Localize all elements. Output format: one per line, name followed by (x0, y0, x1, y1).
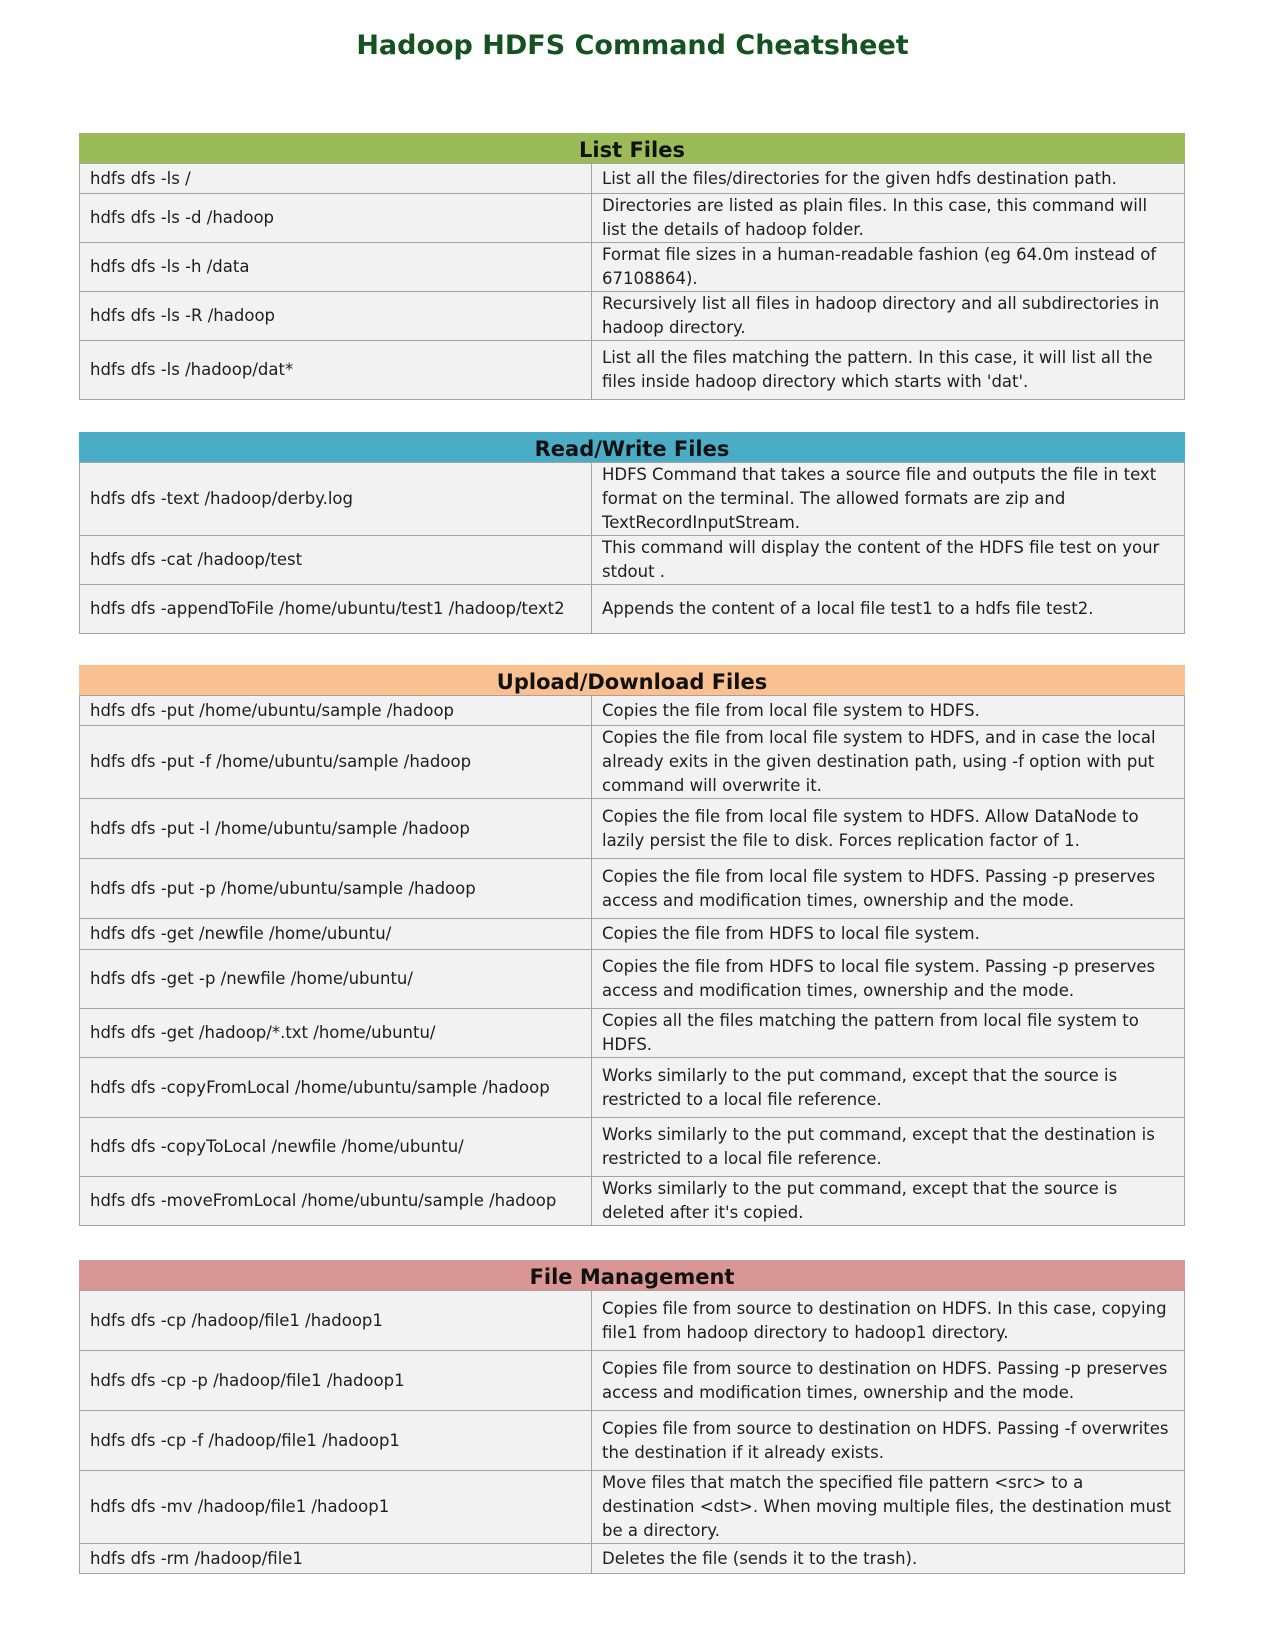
description-cell: Directories are listed as plain files. In this case, this command will list the details of hadoop folder. (592, 194, 1185, 243)
command-table (79, 695, 1185, 1226)
description-cell: List all the files/directories for the given hdfs destination path. (592, 164, 1185, 194)
description-cell: Move files that match the specified file pattern <src> to a destination <dst>. When moving multiple files, the destination must be a directory. (592, 1471, 1185, 1544)
page-title: Hadoop HDFS Command Cheatsheet (356, 30, 909, 61)
table-row (80, 859, 1185, 919)
table-row (80, 1351, 1185, 1411)
table-row (80, 950, 1185, 1009)
section-header: File Management (79, 1260, 1185, 1290)
command-table (79, 462, 1185, 634)
command-cell: hdfs dfs -ls -h /data (80, 243, 592, 292)
description-cell: Copies the file from HDFS to local file system. Passing -p preserves access and modification times, ownership and the mode. (592, 950, 1185, 1009)
command-cell: hdfs dfs -put -p /home/ubuntu/sample /hadoop (80, 859, 592, 919)
description-cell: Copies all the files matching the pattern from local file system to HDFS. (592, 1009, 1185, 1058)
description-cell: Appends the content of a local file test1 to a hdfs file test2. (592, 585, 1185, 634)
description-cell: Works similarly to the put command, except that the source is deleted after it's copied. (592, 1177, 1185, 1226)
command-cell: hdfs dfs -get /newfile /home/ubuntu/ (80, 919, 592, 950)
description-cell: Copies the file from local file system to HDFS. (592, 696, 1185, 726)
command-cell: hdfs dfs -mv /hadoop/file1 /hadoop1 (80, 1471, 592, 1544)
table-row (80, 1291, 1185, 1351)
command-cell: hdfs dfs -copyFromLocal /home/ubuntu/sample /hadoop (80, 1058, 592, 1118)
description-cell: Recursively list all files in hadoop directory and all subdirectories in hadoop directory. (592, 292, 1185, 341)
command-cell: hdfs dfs -get /hadoop/*.txt /home/ubuntu/ (80, 1009, 592, 1058)
description-cell: Copies the file from HDFS to local file system. (592, 919, 1185, 950)
command-cell: hdfs dfs -ls -R /hadoop (80, 292, 592, 341)
table-row (80, 726, 1185, 799)
description-cell: Copies file from source to destination on HDFS. Passing -f overwrites the destination if it already exists. (592, 1411, 1185, 1471)
command-cell: hdfs dfs -cat /hadoop/test (80, 536, 592, 585)
table-row (80, 463, 1185, 536)
table-row (80, 799, 1185, 859)
command-cell: hdfs dfs -cp /hadoop/file1 /hadoop1 (80, 1291, 592, 1351)
section-list-files (79, 133, 1185, 400)
description-cell: Copies the file from local file system to HDFS. Allow DataNode to lazily persist the file to disk. Forces replication factor of 1. (592, 799, 1185, 859)
table-row (80, 341, 1185, 400)
command-cell: hdfs dfs -get -p /newfile /home/ubuntu/ (80, 950, 592, 1009)
table-row (80, 243, 1185, 292)
table-row (80, 194, 1185, 243)
table-row (80, 919, 1185, 950)
section-header: List Files (79, 133, 1185, 163)
table-row (80, 1544, 1185, 1574)
command-cell: hdfs dfs -ls -d /hadoop (80, 194, 592, 243)
table-row (80, 1009, 1185, 1058)
description-cell: HDFS Command that takes a source file and outputs the file in text format on the terminal. The allowed formats are zip and TextRecordInputStream. (592, 463, 1185, 536)
section-upload-download-files (79, 665, 1185, 1226)
table-row (80, 1411, 1185, 1471)
description-cell: Deletes the file (sends it to the trash). (592, 1544, 1185, 1574)
command-cell: hdfs dfs -appendToFile /home/ubuntu/test1 /hadoop/text2 (80, 585, 592, 634)
command-cell: hdfs dfs -put /home/ubuntu/sample /hadoop (80, 696, 592, 726)
table-row (80, 585, 1185, 634)
table-row (80, 292, 1185, 341)
description-cell: Copies file from source to destination on HDFS. Passing -p preserves access and modification times, ownership and the mode. (592, 1351, 1185, 1411)
command-cell: hdfs dfs -moveFromLocal /home/ubuntu/sample /hadoop (80, 1177, 592, 1226)
table-row (80, 1471, 1185, 1544)
section-read-write-files (79, 432, 1185, 634)
description-cell: Copies file from source to destination on HDFS. In this case, copying file1 from hadoop directory to hadoop1 directory. (592, 1291, 1185, 1351)
description-cell: This command will display the content of the HDFS file test on your stdout . (592, 536, 1185, 585)
description-cell: Works similarly to the put command, except that the source is restricted to a local file reference. (592, 1058, 1185, 1118)
command-cell: hdfs dfs -text /hadoop/derby.log (80, 463, 592, 536)
section-header: Read/Write Files (79, 432, 1185, 462)
table-row (80, 1177, 1185, 1226)
command-cell: hdfs dfs -rm /hadoop/file1 (80, 1544, 592, 1574)
description-cell: Works similarly to the put command, except that the destination is restricted to a local file reference. (592, 1118, 1185, 1177)
description-cell: Copies the file from local file system to HDFS, and in case the local already exits in the given destination path, using -f option with put command will overwrite it. (592, 726, 1185, 799)
description-cell: Copies the file from local file system to HDFS. Passing -p preserves access and modification times, ownership and the mode. (592, 859, 1185, 919)
table-row (80, 1118, 1185, 1177)
description-cell: List all the files matching the pattern. In this case, it will list all the files inside hadoop directory which starts with 'dat'. (592, 341, 1185, 400)
table-row (80, 1058, 1185, 1118)
table-row (80, 536, 1185, 585)
table-row (80, 696, 1185, 726)
command-cell: hdfs dfs -ls / (80, 164, 592, 194)
description-cell: Format file sizes in a human-readable fashion (eg 64.0m instead of 67108864). (592, 243, 1185, 292)
section-header: Upload/Download Files (79, 665, 1185, 695)
command-table (79, 163, 1185, 400)
command-table (79, 1290, 1185, 1574)
command-cell: hdfs dfs -cp -f /hadoop/file1 /hadoop1 (80, 1411, 592, 1471)
command-cell: hdfs dfs -ls /hadoop/dat* (80, 341, 592, 400)
command-cell: hdfs dfs -copyToLocal /newfile /home/ubuntu/ (80, 1118, 592, 1177)
command-cell: hdfs dfs -put -l /home/ubuntu/sample /hadoop (80, 799, 592, 859)
table-row (80, 164, 1185, 194)
section-file-management (79, 1260, 1185, 1574)
command-cell: hdfs dfs -put -f /home/ubuntu/sample /hadoop (80, 726, 592, 799)
command-cell: hdfs dfs -cp -p /hadoop/file1 /hadoop1 (80, 1351, 592, 1411)
